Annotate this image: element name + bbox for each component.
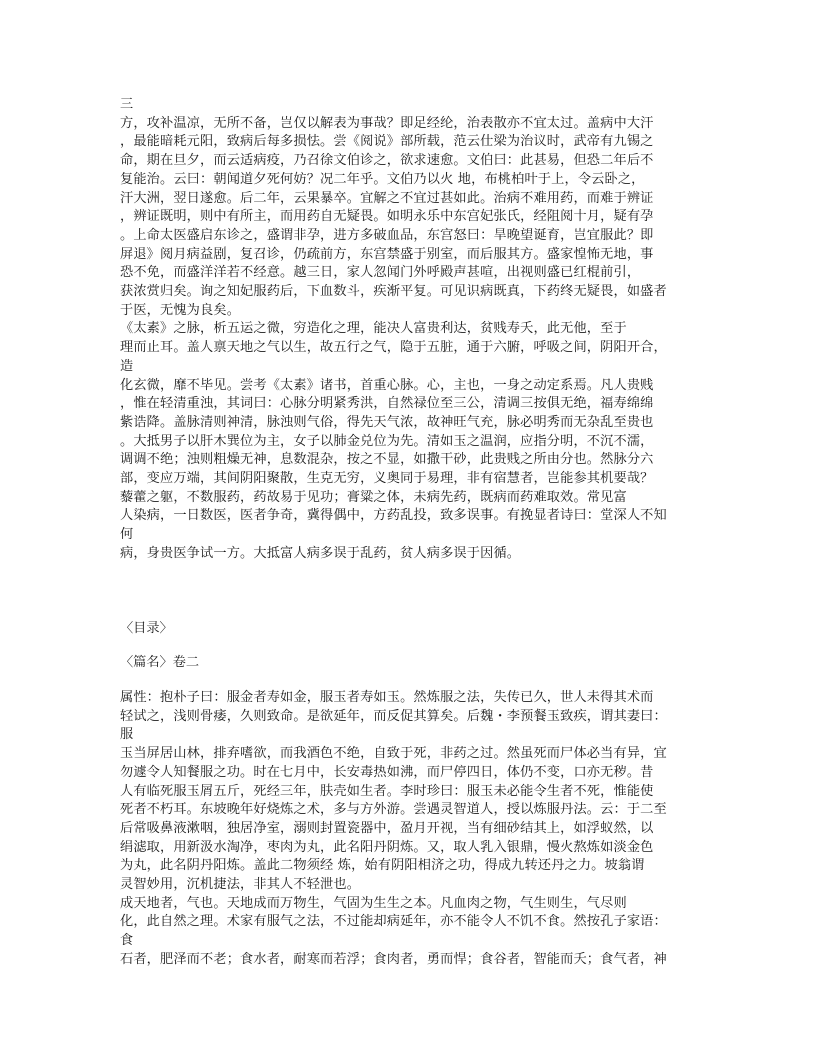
text-line: 服 [120, 727, 134, 743]
text-line: 轻试之，浅则骨痿，久则致命。是欲延年，而反促其算矣。后魏・李预餐玉致疾，谓其妻曰： [120, 708, 667, 724]
text-line: 恐不免，而盛洋洋若不经意。越三日，家人忽闻门外呼殿声甚喧，出视则盛已红棍前引， [120, 265, 641, 281]
text-line: 《太素》之脉，析五运之微，穷造化之理，能决人富贵利达，贫贱寿夭，此无他，至于 [120, 321, 627, 337]
section-one [120, 96, 700, 564]
text-line: ，最能暗耗元阳，致病后每多损怯。尝《阅说》部所载，范云仕梁为治议时，武帝有九锡之 [120, 134, 654, 150]
text-line: ，辨证既明，则中有所主，而用药自无疑畏。如明永乐中东宫妃张氏，经阻阅十月，疑有孕 [120, 209, 654, 225]
text-line: 造 [120, 358, 134, 374]
toc-heading: 〈目录〉 [120, 620, 173, 636]
text-line: 调调不绝；浊则粗燥无神，息数混杂，按之不显，如撒干砂，此贵贱之所由分也。然脉分六 [120, 452, 654, 468]
text-line: 理而止耳。盖人禀天地之气以生，故五行之气，隐于五脏，通于六腑，呼吸之间，阴阳开合， [120, 340, 667, 356]
text-line: 食 [120, 933, 134, 949]
chapter-heading: 〈篇名〉卷二 [120, 655, 200, 671]
text-line: 属性：抱朴子曰：服金者寿如金，服玉者寿如玉。然炼服之法，失传已久，世人未得其术而 [120, 689, 654, 705]
text-line: 何 [120, 527, 134, 543]
heading-gap [120, 673, 700, 689]
text-line: 汗大洲，翌日遂愈。后二年，云果暴卒。宜解之不宜过甚如此。治病不难用药，而难于辨证 [120, 190, 654, 206]
text-line: 命，期在旦夕，而云适病疫，乃召徐文伯诊之，欲求速愈。文伯曰：此甚易，但恐二年后不 [120, 153, 654, 169]
text-line: 人有临死服玉屑五斤，死经三年，肤壳如生者。李时珍曰：服玉未必能令生者不死，惟能使 [120, 783, 654, 799]
text-line: 复能治。云曰：朝闻道夕死何妨？况二年乎。文伯乃以火 地，布桃柏叶于上，令云卧之， [120, 171, 645, 187]
text-line: 人染病，一日数医，医者争奇，冀得偶中，方药乱投，致多误事。有挽显者诗曰：堂深人不知 [120, 508, 667, 524]
text-line: 屏退》阅月病益剧，复召诊，仍疏前方，东宫禁盛于别室，而后服其方。盛家惶怖无地，事 [120, 246, 654, 262]
text-line: 于医，无愧为良矣。 [120, 302, 241, 318]
text-line: 后常吸鼻液漱咽，独居净室，溺则封置瓷器中，盈月开视，当有细砂结其上，如浮蚁然，以 [120, 820, 654, 836]
text-line: 灵智妙用，沉机捷法，非其人不轻泄也。 [120, 877, 361, 893]
text-line: 。上命太医盛启东诊之，盛谓非孕，进方多破血品，东宫怒曰：旱晚望诞育，岂宜服此？即 [120, 227, 654, 243]
text-line: 成天地者，气也。天地成而万物生，气固为生生之本。凡血肉之物，气生则生，气尽则 [120, 895, 627, 911]
text-line: 方，攻补温凉，无所不备，岂仅以解表为事哉？即足经纶，治表散亦不宜太过。盖病中大汗 [120, 115, 654, 131]
text-line: 石者，肥泽而不老；食水者，耐寒而若浮；食肉者，勇而悍；食谷者，智能而夭；食气者，神 [120, 951, 667, 967]
heading-gap [120, 638, 700, 654]
text-line: 化玄微，靡不毕见。尝考《太素》诸书，首重心脉。心，主也，一身之动定系焉。凡人贵贱 [120, 377, 654, 393]
text-line: ，惟在轻清重浊，其词曰：心脉分明紧秀洪，自然禄位至三公，清调三按俱无绝，福寿绵绵 [120, 396, 654, 412]
text-line: 部，变应万端，其间阴阳聚散，生克无穷，义奥同于易理，非有宿慧者，岂能参其机要哉？ [120, 471, 654, 487]
text-line: 死者不朽耳。东坡晚年好烧炼之术，多与方外游。尝遇灵智道人，授以炼服丹法。云：于二至 [120, 802, 667, 818]
text-line: 化，此自然之理。术家有服气之法，不过能却病延年，亦不能令人不饥不食。然按孔子家语： [120, 914, 667, 930]
text-line: 藜藿之躯，不数服药，药故易于见功；膏粱之体，未病先药，既病而药难取效。常见富 [120, 489, 627, 505]
section-gap [120, 564, 700, 620]
text-line: 玉当屏居山林，排弃嗜欲，而我酒色不绝，自致于死，非药之过。然虽死而尸体必当有异，宜 [120, 746, 667, 762]
text-line: 。大抵男子以肝木巽位为主，女子以肺金兑位为先。清如玉之温润，应指分明，不沉不濡， [120, 433, 654, 449]
text-line: 勿遽令人知餐服之功。时在七月中，长安毒热如沸，而尸停四日，体仍不变，口亦无秽。昔 [120, 764, 654, 780]
section-two [120, 689, 700, 970]
document-page [120, 96, 700, 970]
text-line: 为丸，此名阴丹阳炼。盖此二物须经 炼，始有阴阳相济之功，得成九转还丹之力。坡翁谓 [120, 858, 645, 874]
text-line: 三 [120, 97, 134, 112]
text-line: 紫诰降。盖脉清则神清，脉浊则气俗，得先天气浓，故神旺气充，脉必明秀而无杂乱至贵也 [120, 414, 654, 430]
text-line: 获浓赏归矣。询之知妃服药后，下血数斗，疾渐平复。可见识病既真，下药终无疑畏，如盛者 [120, 284, 667, 300]
text-line: 病，身贵医争试一方。大抵富人病多误于乱药，贫人病多误于因循。 [120, 545, 521, 561]
text-line: 绢滤取，用新汲水淘净，枣肉为丸，此名阳丹阴炼。又，取人乳入银鼎，慢火熬炼如淡金色 [120, 839, 654, 855]
